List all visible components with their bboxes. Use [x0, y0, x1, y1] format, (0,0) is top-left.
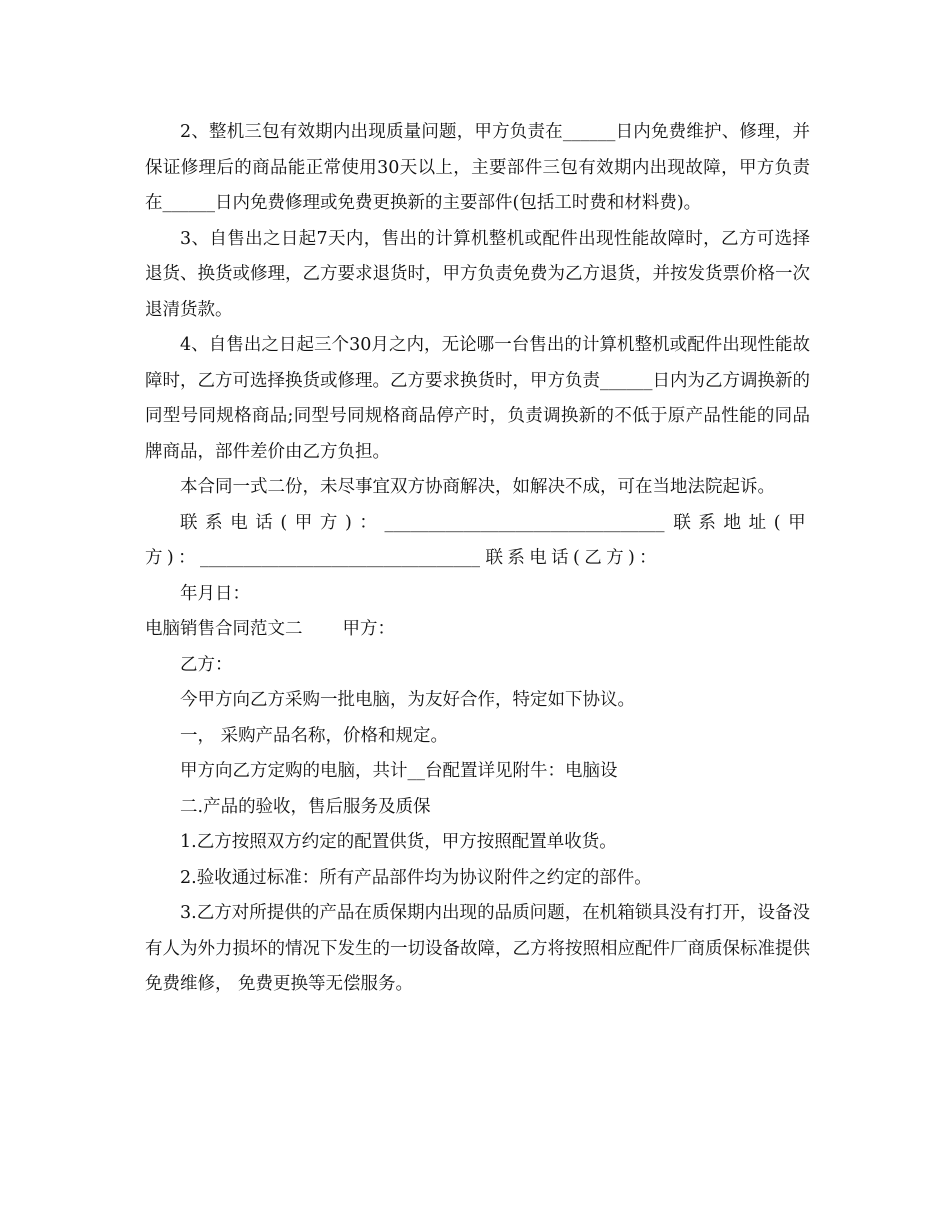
contact-block [145, 506, 810, 577]
party-a-label: 甲方： [342, 619, 395, 639]
section-2-heading: 二.产品的验收，售后服务及质保 [180, 796, 431, 817]
paragraph-intro: 今甲方向乙方采购一批电脑，为友好合作，特定如下协议。 [180, 690, 635, 710]
paragraph-order-quantity: 甲方向乙方定购的电脑，共计__台配置详见附牛：电脑设 [180, 761, 618, 781]
document-page [145, 0, 810, 1003]
date-line: 年月日： [180, 583, 250, 604]
contact-address-a-label: 联系地址(甲方)： [145, 512, 811, 568]
clause-2-3: 3.乙方对所提供的产品在质保期内出现的品质问题，在机箱锁具没有打开，设备没有人为外力损坏的情况下发生的一切设备故障，乙方将按照相应配件厂商质保标准提供免费维修， 免费更换等无偿服务。 [145, 903, 810, 994]
section-1-heading: 一， 采购产品名称，价格和规定。 [180, 725, 449, 746]
contact-address-a-blank: ________________________________ [199, 548, 480, 568]
second-contract-heading [145, 612, 810, 648]
contact-phone-a-label: 联系电话(甲方)： [180, 512, 385, 533]
paragraph-exchange-30-months: 4、自售出之日起三个30月之内，无论哪一台售出的计算机整机或配件出现性能故障时，乙方可选择换货或修理。乙方要求换货时，甲方负责______日内为乙方调换新的同型号同规格商品;同型号同规格商品停产时，负责调换新的不低于原产品性能的同品牌商品，部件差价由乙方负担。 [145, 335, 810, 462]
paragraph-copies-dispute: 本合同一式二份，未尽事宜双方协商解决，如解决不成，可在当地法院起诉。 [180, 477, 775, 497]
clause-2-1: 1.乙方按照双方约定的配置供货，甲方按照配置单收货。 [180, 832, 617, 852]
contact-phone-a-blank: ________________________________ [384, 512, 665, 533]
second-contract-title: 电脑销售合同范文二 [145, 619, 303, 639]
paragraph-warranty-repair: 2、整机三包有效期内出现质量问题，甲方负责在______日内免费维护、修理，并保证修理后的商品能正常使用30天以上，主要部件三包有效期内出现故障，甲方负责在______日内免费修理或免费更换新的主要部件(包括工时费和材料费)。 [145, 122, 810, 213]
clause-2-2: 2.验收通过标准：所有产品部件均为协议附件之约定的部件。 [180, 867, 652, 888]
paragraph-return-7-days: 3、自售出之日起7天内，售出的计算机整机或配件出现性能故障时，乙方可选择退货、换货或修理，乙方要求退货时，甲方负责免费为乙方退货，并按发货票价格一次退清货款。 [145, 228, 810, 320]
contact-phone-b-label: 联系电话(乙方)： [485, 548, 662, 568]
party-b-label: 乙方： [180, 654, 233, 675]
